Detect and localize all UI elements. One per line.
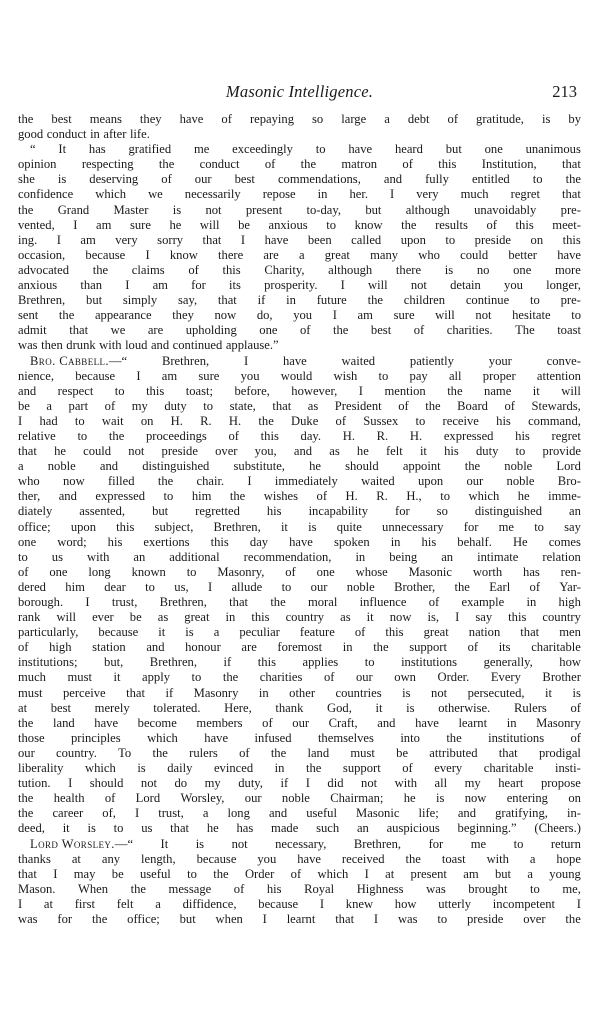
book-page [18, 82, 581, 1026]
speaker-name: Lord Worsley. [30, 836, 115, 851]
text-line: particularly, because it is a peculiar feature of this great nation that men [18, 625, 581, 640]
text-line: that I may be useful to the Order of which I at present am but a young [18, 866, 581, 881]
text-line: the career of, I trust, a long and useful Masonic life; and gratifying, in- [18, 806, 581, 821]
text-line: Lord Worsley.—“ It is not necessary, Brethren, for me to return [30, 836, 581, 851]
text-line: to us with an additional recommendation, in being an intimate relation [18, 549, 581, 564]
text-line: the land have become members of our Craft, and have learnt in Masonry [18, 715, 581, 730]
text-line: who now filled the chair. I immediately waited upon our noble Bro- [18, 474, 581, 489]
text-line: a noble and distinguished substitute, he should appoint the noble Lord [18, 459, 581, 474]
text-line: Brethren, but simply say, that if in future the children continue to pre- [18, 293, 581, 308]
page-number: 213 [552, 82, 577, 101]
text-line: and respect to this toast; before, however, I mention the name it will [18, 383, 581, 398]
text-line: institutions; but, Brethren, if this applies to institutions generally, how [18, 655, 581, 670]
text-line: confidence which we necessarily repose in her. I very much regret that [18, 187, 581, 202]
text-line: Bro. Cabbell.—“ Brethren, I have waited patiently your conve- [30, 353, 581, 368]
text-line: she is deserving of our best commendations, and fully entitled to the [18, 172, 581, 187]
text-line: much must it apply to the charities of our own Order. Every Brother [18, 670, 581, 685]
text-line: was then drunk with loud and continued applause.” [18, 338, 279, 353]
text-line: rank will ever be as great in this country as it now is, I say this country [18, 610, 581, 625]
text-line: Mason. When the message of his Royal Highness was brought to me, [18, 881, 581, 896]
text-line: deed, it is to us that he has made such an auspicious beginning.” (Cheers.) [18, 821, 581, 836]
text-line: sent the appearance they now do, you I am sure will not hesitate to [18, 308, 581, 323]
text-line: ing. I am very sorry that I have been called upon to preside on this [18, 232, 581, 247]
text-line: office; upon this subject, Brethren, it is quite unnecessary for me to say [18, 519, 581, 534]
text-line: be a part of my duty to state, that as President of the Board of Stewards, [18, 398, 581, 413]
text-line: vented, I am sure he will be anxious to know the results of this meet- [18, 217, 581, 232]
text-line: the health of Lord Worsley, our noble Chairman; he is now entering on [18, 791, 581, 806]
text-line: of high station and honour are foremost in the support of its charitable [18, 640, 581, 655]
text-line: tution. I should not do my duty, if I did not with all my heart propose [18, 776, 581, 791]
text-line: thanks at any length, because you have received the toast with a hope [18, 851, 581, 866]
running-head [18, 82, 581, 106]
text-line: admit that we are upholding one of the best of charities. The toast [18, 323, 581, 338]
text-line: borough. I trust, Brethren, that the moral influence of example in high [18, 595, 581, 609]
text-line: relative to the proceedings of this day. H. R. H. expressed his regret [18, 428, 581, 443]
text-line: I at first felt a diffidence, because I knew how utterly incompetent I [18, 896, 581, 911]
text-line: at best merely tolerated. Here, thank God, it is otherwise. Rulers of [18, 700, 581, 715]
text-line: was for the office; but when I learnt that I was to preside over the [18, 911, 581, 926]
text-line: diately assented, but regretted his incapability for so distinguished an [18, 504, 581, 519]
text-line: dered him dear to us, I allude to our noble Brother, the Earl of Yar- [18, 579, 581, 594]
text-line: “ It has gratified me exceedingly to have heard but one unanimous [30, 142, 581, 157]
text-line: the best means they have of repaying so large a debt of gratitude, is by [18, 112, 581, 126]
body-text [18, 112, 581, 927]
text-line: ther, and expressed to him the wishes of H. R. H., to which he imme- [18, 489, 581, 504]
text-line: that he could not preside over you, and as he felt it his duty to provide [18, 444, 581, 459]
text-line: opinion respecting the conduct of the matron of this Institution, that [18, 157, 581, 172]
text-line: the Grand Master is not present to-day, but although unavoidably pre- [18, 202, 581, 217]
text-line: liberality which is daily evinced in the support of every charitable insti- [18, 761, 581, 776]
text-line: must perceive that if Masonry in other countries is not persecuted, it is [18, 685, 581, 700]
text-line: occasion, because I know there are a great many who could better have [18, 247, 581, 262]
text-line: of one long known to Masonry, of one whose Masonic worth has ren- [18, 564, 581, 579]
text-line: one word; his exertions this day have spoken in his behalf. He comes [18, 534, 581, 549]
running-title: Masonic Intelligence. [225, 82, 374, 101]
text-line: nience, because I am sure you would wish to pay all proper attention [18, 368, 581, 383]
text-line: anxious than I am for its prosperity. I will not detain you longer, [18, 278, 581, 293]
speaker-name: Bro. Cabbell. [30, 353, 109, 368]
text-line: our country. To the rulers of the land must be attributed that prodigal [18, 745, 581, 760]
text-line: good conduct in after life. [18, 127, 150, 142]
text-line: those principles which have infused themselves into the institutions of [18, 730, 581, 745]
text-line: advocated the claims of this Charity, although there is no one more [18, 262, 581, 277]
text-line: I had to wait on H. R. H. the Duke of Sussex to receive his command, [18, 413, 581, 428]
